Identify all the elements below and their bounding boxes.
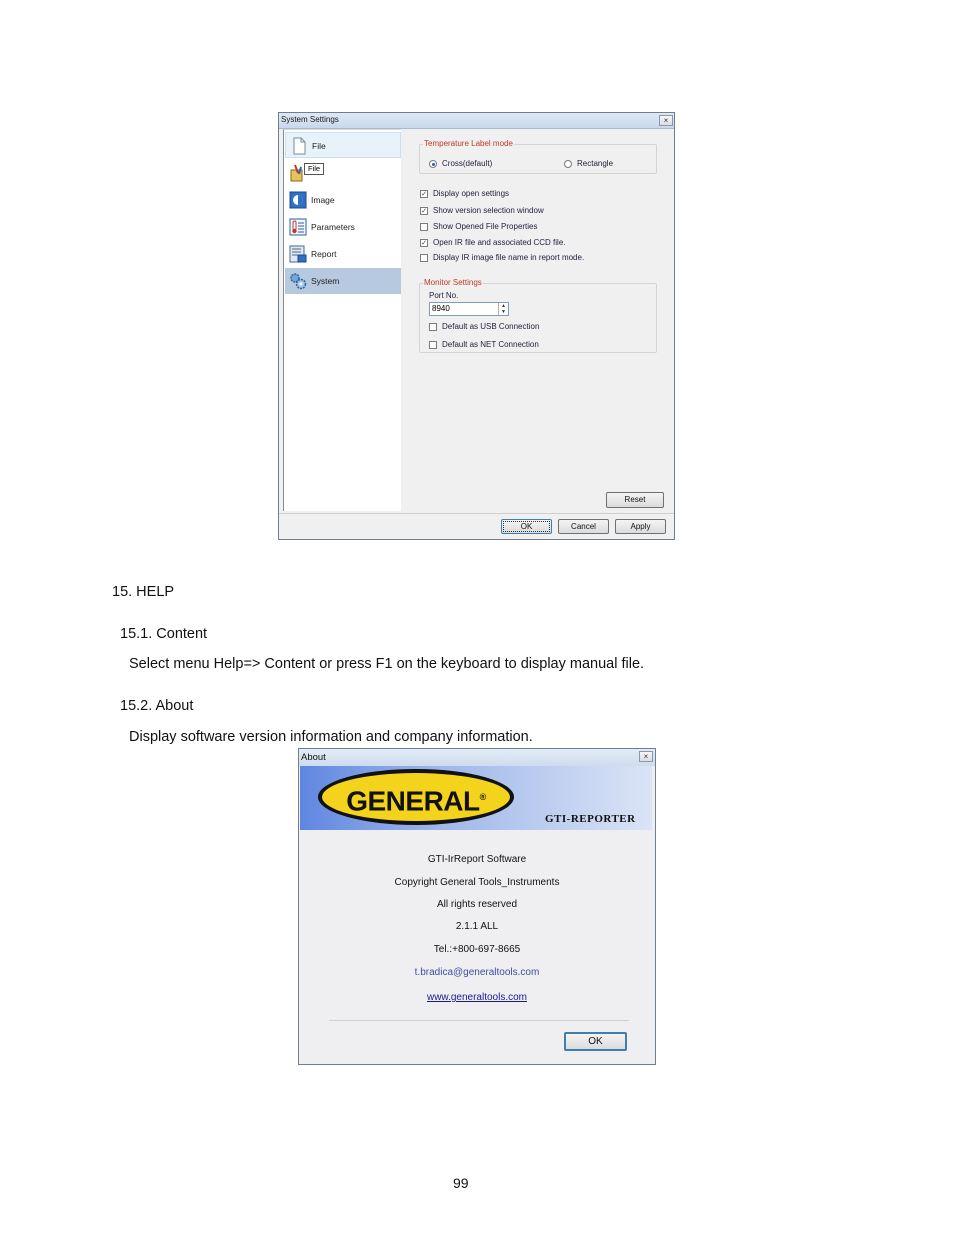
gears-icon	[289, 272, 307, 290]
about-dialog	[298, 748, 656, 1065]
about-banner	[300, 766, 652, 830]
apply-button[interactable]: Apply	[615, 519, 666, 534]
phone: Tel.:+800-697-8665	[433, 944, 521, 955]
title-bar[interactable]	[279, 113, 674, 129]
nav-item-report[interactable]	[285, 241, 401, 267]
reset-button[interactable]: Reset	[606, 492, 664, 508]
port-spinner[interactable]: ▲ ▼	[498, 303, 508, 315]
version: 2.1.1 ALL	[455, 921, 499, 932]
option-label: Cross(default)	[442, 159, 493, 168]
cancel-button[interactable]: Cancel	[558, 519, 609, 534]
divider	[279, 513, 674, 514]
nav-label: System	[311, 276, 340, 286]
nav-item-system[interactable]	[285, 268, 401, 294]
option-label: Rectangle	[577, 159, 614, 168]
nav-label: File	[312, 141, 326, 151]
radio-rectangle[interactable]	[564, 160, 572, 168]
close-button[interactable]: ×	[659, 115, 673, 126]
checkbox-default-net[interactable]	[429, 341, 437, 349]
group-legend: Monitor Settings	[424, 278, 482, 287]
file-tooltip: File	[304, 163, 324, 175]
image-icon	[289, 191, 307, 209]
page-number: 99	[453, 1175, 469, 1191]
radio-cross[interactable]	[429, 160, 437, 168]
checkbox-label: Default as USB Connection	[442, 322, 540, 331]
logo-text: GENERAL	[346, 785, 480, 817]
checkbox-display-filename[interactable]	[420, 254, 428, 262]
group-legend: Temperature Label mode	[424, 139, 513, 148]
ok-button[interactable]: OK	[501, 519, 552, 534]
file-icon	[290, 137, 308, 155]
checkbox-label: Show version selection window	[433, 206, 544, 215]
port-input[interactable]: 8940	[429, 302, 509, 316]
divider	[329, 1020, 629, 1021]
checkbox-default-usb[interactable]	[429, 323, 437, 331]
port-label: Port No.	[429, 291, 459, 300]
checkbox-label: Open IR file and associated CCD file.	[433, 238, 566, 247]
nav-label: Parameters	[311, 222, 355, 232]
nav-label: Image	[311, 195, 335, 205]
system-settings-dialog	[278, 112, 675, 540]
settings-nav	[283, 129, 401, 511]
nav-item-parameters[interactable]	[285, 214, 401, 240]
paragraph-content: Select menu Help=> Content or press F1 on the keyboard to display manual file.	[129, 656, 645, 672]
title-bar[interactable]	[299, 749, 655, 766]
subheading-about: 15.2. About	[120, 698, 194, 714]
nav-item-palette[interactable]	[285, 160, 401, 186]
checkbox-label: Show Opened File Properties	[433, 222, 538, 231]
software-name: GTI-IrReport Software	[427, 854, 527, 865]
section-heading-help: 15. HELP	[112, 584, 175, 600]
nav-item-image[interactable]	[285, 187, 401, 213]
email-link[interactable]: t.bradica@generaltools.com	[414, 967, 540, 978]
checkbox-label: Default as NET Connection	[442, 340, 539, 349]
paragraph-about: Display software version information and company information.	[129, 729, 533, 745]
product-name: GTI-REPORTER	[545, 813, 636, 825]
registered-mark: ®	[479, 792, 486, 802]
checkbox-label: Display IR image file name in report mode.	[433, 253, 585, 262]
settings-panel	[402, 129, 674, 511]
checkbox-show-file-properties[interactable]	[420, 223, 428, 231]
checkbox-show-version[interactable]: ✓	[421, 208, 427, 215]
nav-label: Report	[311, 249, 337, 259]
rights: All rights reserved	[436, 899, 518, 910]
dialog-title: System Settings	[281, 115, 339, 124]
checkbox-label: Display open settings	[433, 189, 510, 198]
dialog-title: About	[301, 752, 326, 763]
checkbox-open-ccd[interactable]: ✓	[421, 240, 427, 247]
close-button[interactable]: ×	[639, 751, 653, 762]
general-logo	[318, 769, 514, 825]
copyright: Copyright General Tools_Instruments	[394, 877, 560, 888]
checkbox-display-open-settings[interactable]: ✓	[421, 191, 427, 198]
report-icon	[289, 245, 307, 263]
nav-item-file[interactable]	[285, 132, 401, 158]
subheading-content: 15.1. Content	[120, 626, 208, 642]
website-link[interactable]: www.generaltools.com	[426, 992, 528, 1003]
ok-button[interactable]: OK	[564, 1032, 627, 1051]
thermometer-icon	[289, 218, 307, 236]
